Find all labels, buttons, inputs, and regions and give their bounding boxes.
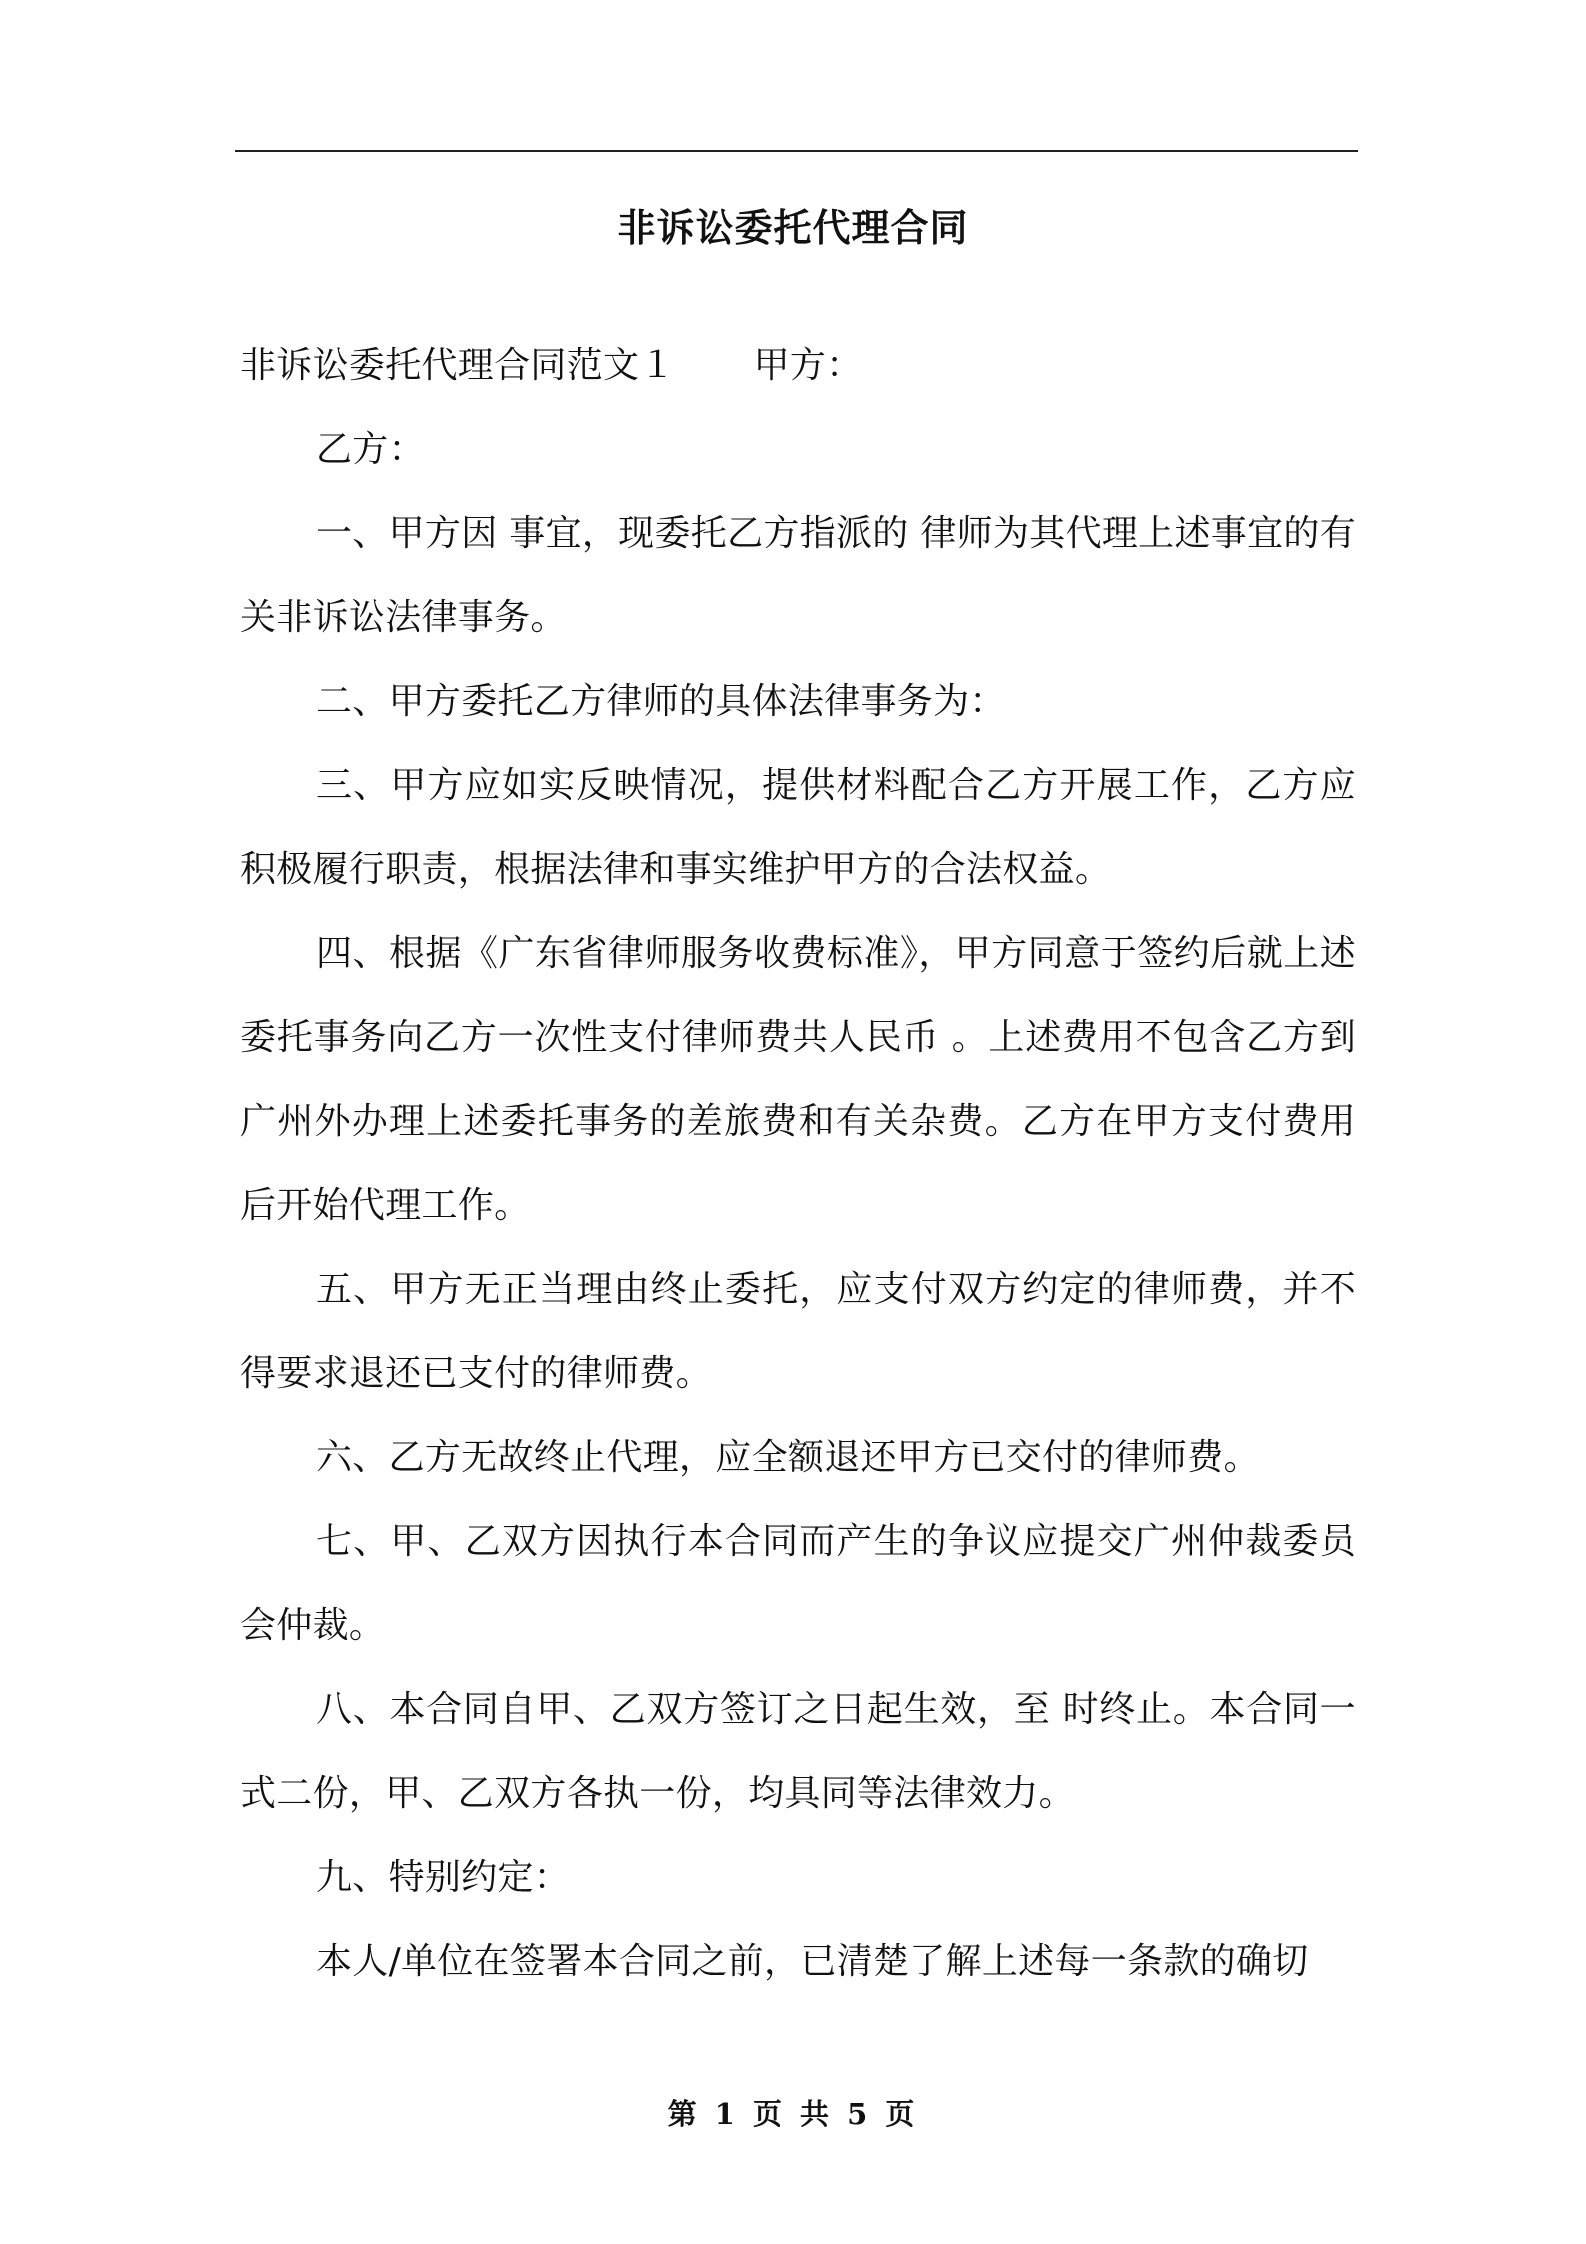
acknowledgement-clause: 本人/单位在签署本合同之前，已清楚了解上述每一条款的确切 (316, 1941, 1309, 1982)
party-a-label: 甲方： (753, 345, 863, 386)
document-subtitle: 非诉讼委托代理合同范文１ (240, 345, 676, 386)
party-b-label: 乙方： (316, 429, 425, 470)
clause-8: 八、本合同自甲、乙双方签订之日起生效，至 时终止。本合同一式二份，甲、乙双方各执一份，均具同等法律效力。 (240, 1689, 1356, 1814)
clause-1: 一、甲方因 事宜，现委托乙方指派的 律师为其代理上述事宜的有关非诉讼法律事务。 (240, 513, 1356, 638)
clause-9: 九、特别约定： (316, 1857, 571, 1898)
clause-2: 二、甲方委托乙方律师的具体法律事务为： (316, 681, 1006, 722)
document-title: 非诉讼委托代理合同 (617, 206, 969, 250)
clause-3: 三、甲方应如实反映情况，提供材料配合乙方开展工作，乙方应积极履行职责，根据法律和事实维护甲方的合法权益。 (240, 765, 1356, 890)
clause-7: 七、甲、乙双方因执行本合同而产生的争议应提交广州仲裁委员会仲裁。 (240, 1521, 1356, 1646)
document-body (240, 324, 1356, 2004)
subtitle-line (240, 324, 1356, 408)
clause-4: 四、根据《广东省律师服务收费标准》，甲方同意于签约后就上述委托事务向乙方一次性支付律师费共人民币 。上述费用不包含乙方到广州外办理上述委托事务的差旅费和有关杂费。乙方在甲方支付费用后开始代理工作。 (240, 933, 1356, 1226)
clause-6: 六、乙方无故终止代理，应全额退还甲方已交付的律师费。 (316, 1437, 1260, 1478)
page-number: 第 1 页 共 5 页 (667, 2097, 919, 2131)
clause-5: 五、甲方无正当理由终止委托，应支付双方约定的律师费，并不得要求退还已支付的律师费。 (240, 1269, 1356, 1394)
header-divider (235, 150, 1358, 152)
